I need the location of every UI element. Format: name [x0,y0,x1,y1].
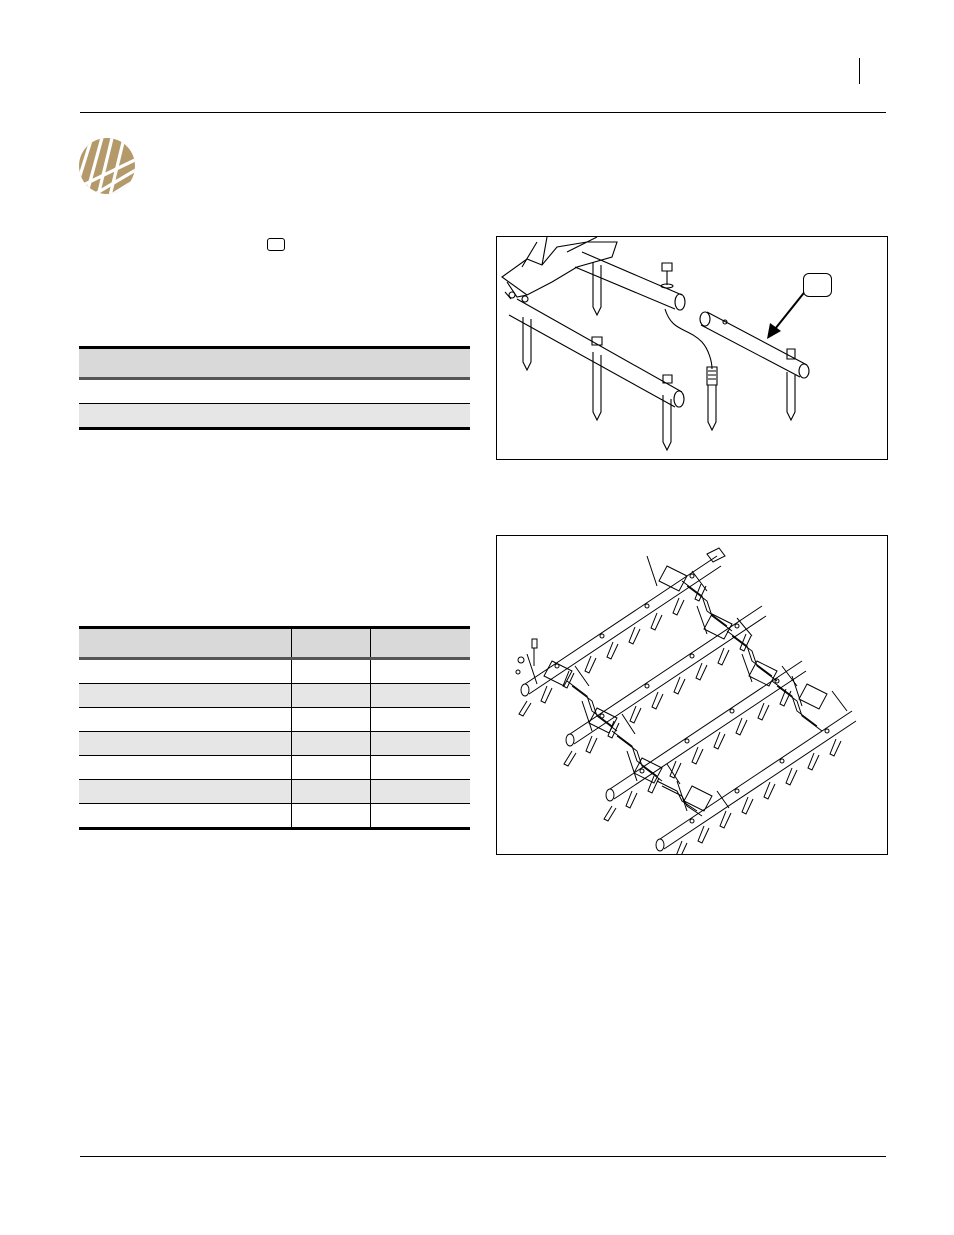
table-row [79,732,470,756]
table-1 [79,346,470,430]
table-row [79,756,470,780]
figure-2 [496,535,888,855]
table-row [79,708,470,732]
table-2-header-2 [292,628,371,659]
table-row [79,659,470,684]
table-row [79,780,470,804]
table-row [79,804,470,829]
table-row [79,404,470,429]
sun-rays-logo-icon [79,138,135,194]
logo [79,138,135,194]
header-rule [80,112,886,113]
header-divider [859,58,860,84]
harrow-tine-bar-assembly-icon [497,237,887,459]
table-2-header-1 [79,628,292,659]
figure-1 [496,236,888,460]
table-2-header-3 [371,628,471,659]
figure-1-callout-marker [803,273,832,297]
table-2 [79,626,470,830]
table-row [79,379,470,404]
harrow-frame-assembly-icon [497,536,887,854]
table-row [79,684,470,708]
table-1-header [79,348,470,379]
footer-rule [80,1156,886,1157]
inline-callout-marker [267,238,285,251]
